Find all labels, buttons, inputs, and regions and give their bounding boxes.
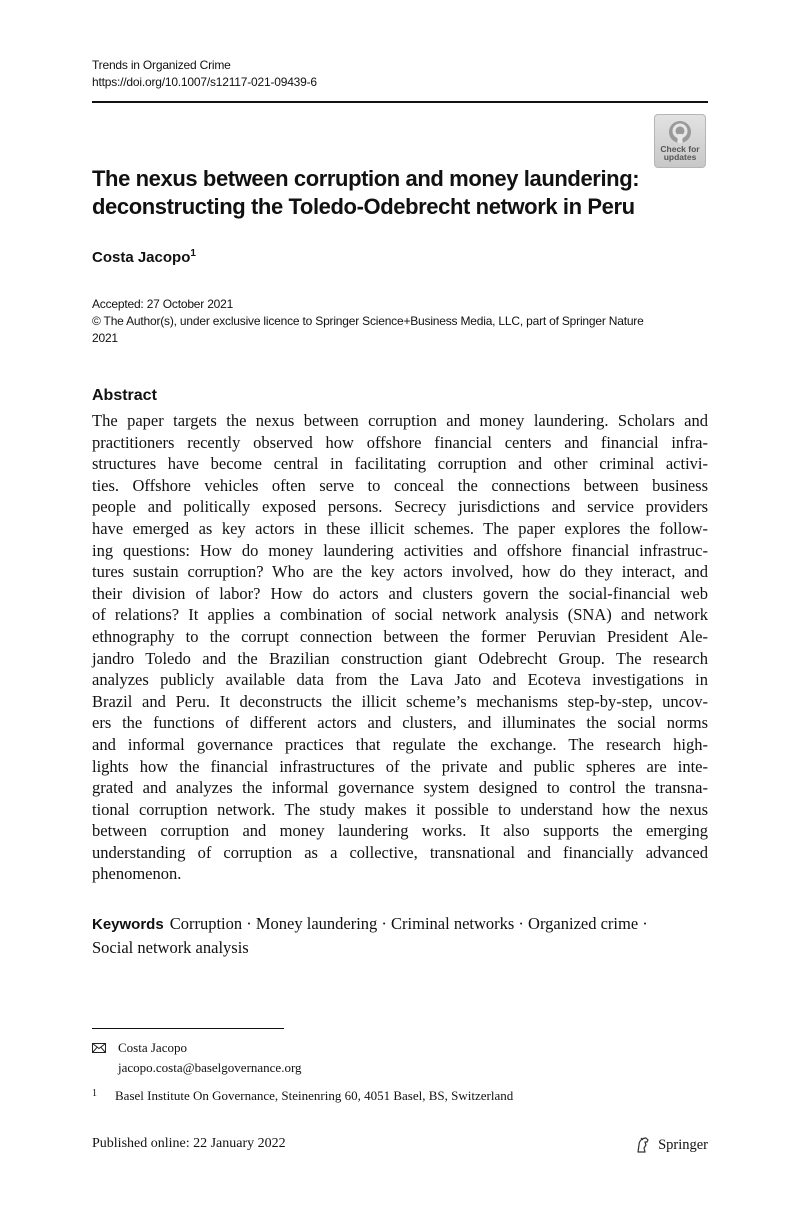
- journal-name: Trends in Organized Crime: [92, 58, 231, 72]
- abstract-line: ethnography to the corrupt connection between the former Peruvian President Ale-: [92, 626, 708, 646]
- check-for-updates-badge[interactable]: [654, 114, 706, 168]
- published-online: Published online: 22 January 2022: [92, 1136, 286, 1151]
- abstract-line: their division of labor? How do actors and clusters govern the social-financial web: [92, 583, 708, 603]
- copyright-line: © The Author(s), under exclusive licence to Springer Science+Business Media, LLC, part of Springer Nature: [92, 314, 644, 328]
- keywords: [92, 912, 708, 959]
- abstract-line: and informal governance practices that regulate the exchange. The research high-: [92, 734, 708, 754]
- abstract-line: ties. Offshore vehicles often serve to conceal the connections between business: [92, 475, 708, 495]
- affiliation-text: Basel Institute On Governance, Steinenring 60, 4051 Basel, BS, Switzerland: [115, 1088, 514, 1103]
- corresponding-author: [92, 1038, 302, 1077]
- abstract-line: tures sustain corruption? Who are the key actors involved, how do they interact, and: [92, 562, 708, 582]
- badge-line-2: updates: [663, 152, 697, 162]
- publisher-name: Springer: [658, 1136, 708, 1153]
- abstract-line: phenomenon.: [92, 864, 182, 884]
- abstract-line: lights how the financial infrastructures of the private and public spheres are inte-: [92, 756, 708, 776]
- abstract-heading: Abstract: [92, 387, 157, 404]
- author-name: Costa Jacopo: [92, 249, 191, 266]
- abstract-line: analyzes publicly available data from the Lava Jato and Ecoteva investigations in: [92, 670, 708, 690]
- keywords-list-continued: Social network analysis: [92, 938, 249, 957]
- abstract-line: grated and analyzes the informal governance system designed to control the transna-: [92, 778, 708, 798]
- abstract-line: understanding of corruption as a collective, transnational and financially advanced: [92, 842, 708, 862]
- corresponding-name: Costa Jacopo: [118, 1040, 187, 1055]
- abstract-body: [92, 410, 708, 885]
- title-line: deconstructing the Toledo-Odebrecht network in Peru: [92, 194, 635, 219]
- footnote-rule: [92, 1028, 284, 1029]
- title-line: The nexus between corruption and money laundering:: [92, 166, 640, 191]
- abstract-line: ing questions: How do money laundering activities and offshore financial infrastruc-: [92, 540, 708, 560]
- author-affiliation-mark: 1: [190, 248, 196, 259]
- keywords-label: Keywords: [92, 916, 164, 933]
- springer-horse-icon: [634, 1136, 652, 1154]
- author: [92, 248, 196, 266]
- badge-line-1: Check for: [660, 144, 700, 154]
- abstract-line: tional corruption network. The study makes it possible to understand how the nexus: [92, 799, 708, 819]
- crossmark-icon: [667, 119, 693, 145]
- copyright-line: 2021: [92, 331, 118, 345]
- journal-header: [92, 57, 317, 91]
- abstract-line: practitioners recently observed how offshore financial centers and financial infra-: [92, 432, 708, 452]
- affiliation: [92, 1088, 513, 1104]
- keywords-list: Corruption · Money laundering · Criminal networks · Organized crime ·: [169, 914, 648, 933]
- abstract-line: people and politically exposed persons. Secrecy jurisdictions and service providers: [92, 497, 708, 517]
- abstract-line: Brazil and Peru. It deconstructs the illicit scheme’s mechanisms step-by-step, uncov-: [92, 691, 708, 711]
- corresponding-email[interactable]: jacopo.costa@baselgovernance.org: [118, 1060, 302, 1075]
- abstract-line: of relations? It applies a combination of social network analysis (SNA) and network: [92, 605, 708, 625]
- abstract-line: between corruption and money laundering works. It also supports the emerging: [92, 821, 708, 841]
- accepted-date: Accepted: 27 October 2021: [92, 297, 234, 311]
- affiliation-number: 1: [92, 1088, 97, 1099]
- header-rule: [92, 101, 708, 103]
- abstract-line: have emerged as key actors in these illicit schemes. The paper explores the follow-: [92, 518, 708, 538]
- doi-link[interactable]: https://doi.org/10.1007/s12117-021-09439-6: [92, 75, 317, 89]
- abstract-line: ers the functions of different actors and clusters, and illuminates the social norms: [92, 713, 708, 733]
- article-meta: [92, 296, 712, 347]
- paper-title: [92, 165, 652, 221]
- abstract-line: structures have become central in facilitating corruption and other criminal activi-: [92, 454, 708, 474]
- envelope-icon: [92, 1039, 106, 1058]
- abstract-line: jandro Toledo and the Brazilian construction giant Odebrecht Group. The research: [92, 648, 708, 668]
- abstract-line: The paper targets the nexus between corruption and money laundering. Scholars and: [92, 411, 708, 430]
- publisher-logo: [634, 1136, 708, 1154]
